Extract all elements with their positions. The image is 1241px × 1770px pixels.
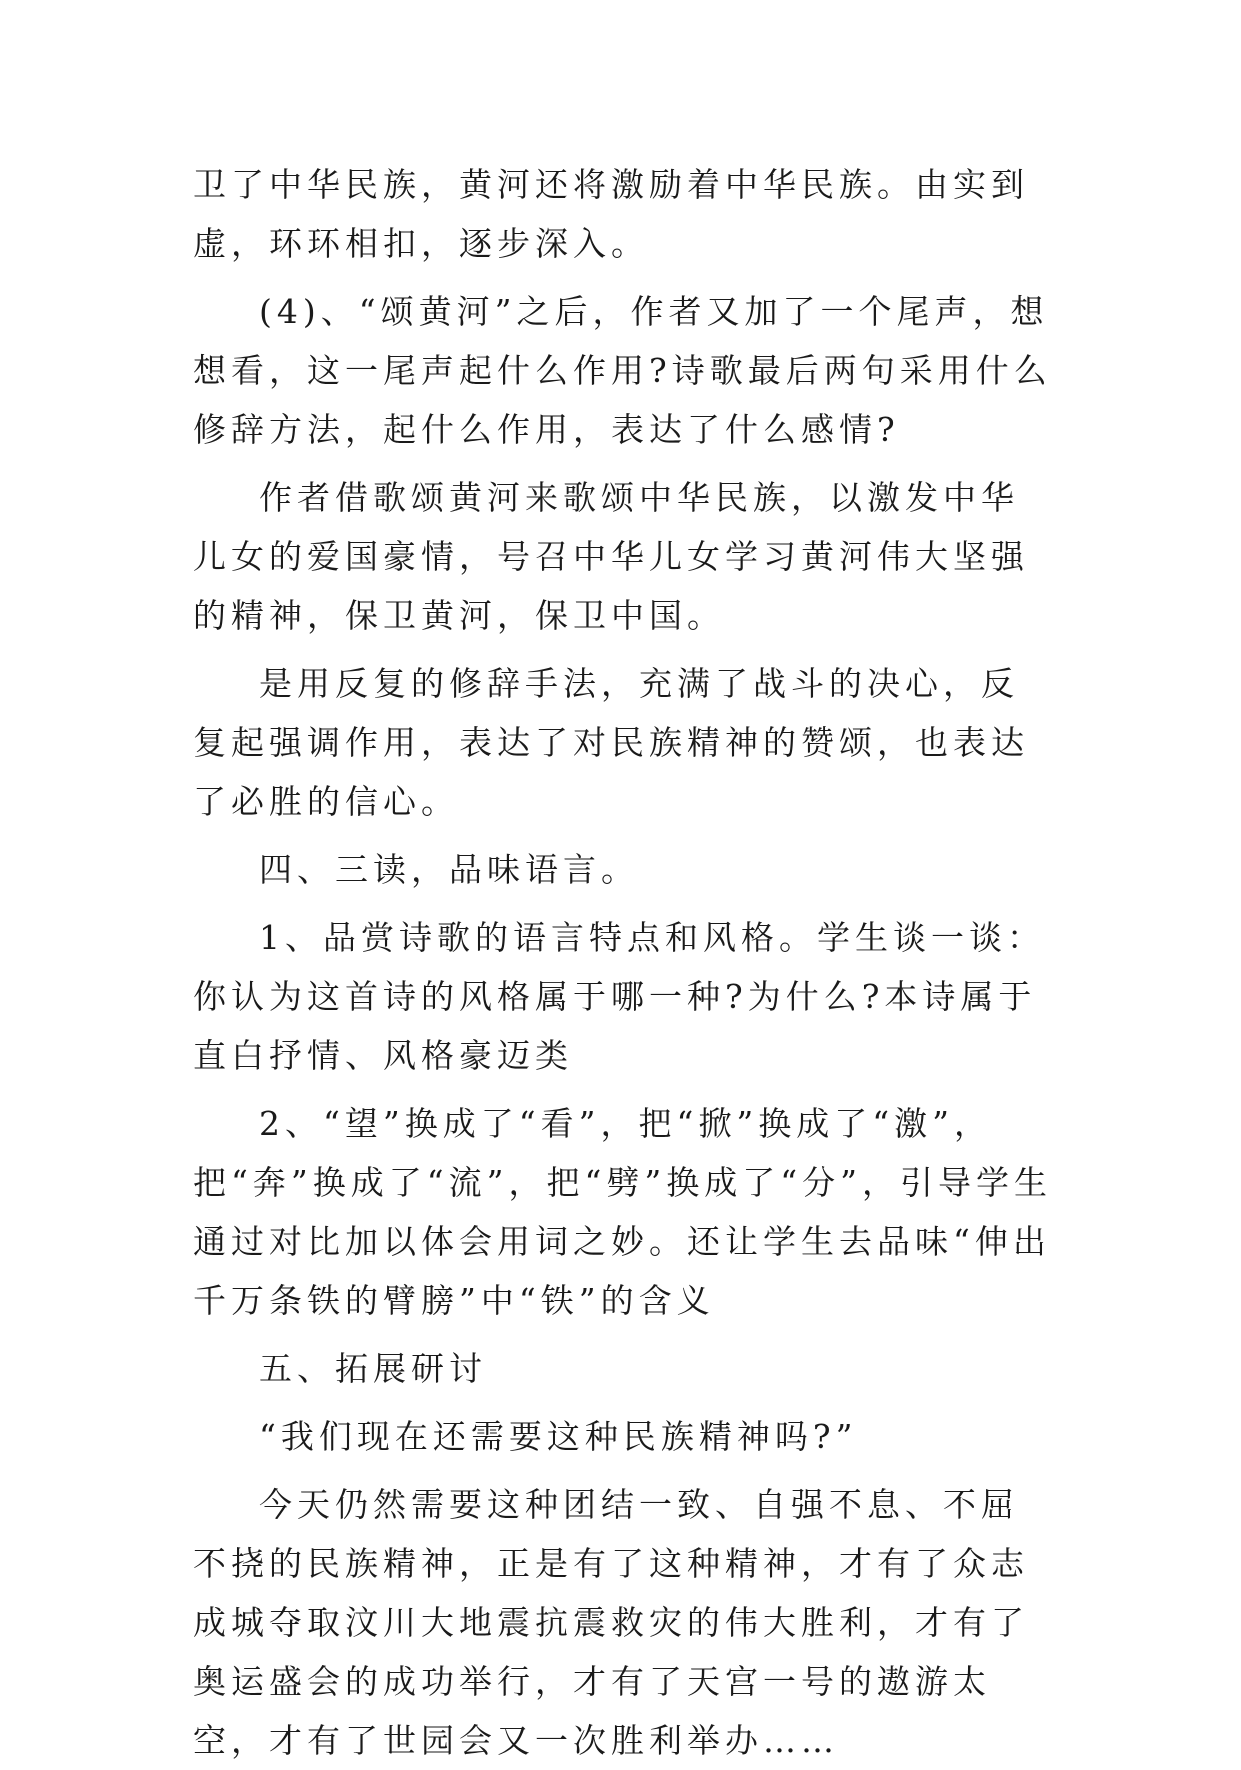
paragraph-3: 作者借歌颂黄河来歌颂中华民族，以激发中华儿女的爱国豪情，号召中华儿女学习黄河伟大坚强的精神，保卫黄河，保卫中国。 [193, 478, 1029, 635]
paragraph-1: 卫了中华民族，黄河还将激励着中华民族。由实到虚，环环相扣，逐步深入。 [193, 165, 1029, 263]
document-body [193, 155, 1053, 1770]
paragraph-6: 1、品赏诗歌的语言特点和风格。学生谈一谈：你认为这首诗的风格属于哪一种?为什么?本诗属于直白抒情、风格豪迈类 [193, 918, 1045, 1075]
paragraph-7: 2、“望”换成了“看”，把“掀”换成了“激”，把“奔”换成了“流”，把“劈”换成了“分”，引导学生通过对比加以体会用词之妙。还让学生去品味“伸出千万条铁的臂膀”中“铁”的含义 [193, 1104, 1052, 1320]
paragraph-4: 是用反复的修辞手法，充满了战斗的决心，反复起强调作用，表达了对民族精神的赞颂，也表达了必胜的信心。 [193, 664, 1029, 821]
section-heading-4: 四、三读，品味语言。 [259, 850, 639, 889]
paragraph-2: (4)、“颂黄河”之后，作者又加了一个尾声，想想看，这一尾声起什么作用?诗歌最后两句采用什么修辞方法，起什么作用，表达了什么感情? [193, 292, 1052, 449]
quote-question: “我们现在还需要这种民族精神吗?” [259, 1417, 858, 1456]
paragraph-10: 今天仍然需要这种团结一致、自强不息、不屈不挠的民族精神，正是有了这种精神，才有了众志成城夺取汶川大地震抗震救灾的伟大胜利，才有了奥运盛会的成功举行，才有了天宫一号的遨游太空，才有了世园会又一次胜利举办…… [193, 1485, 1029, 1760]
section-heading-5: 五、拓展研讨 [259, 1349, 487, 1388]
